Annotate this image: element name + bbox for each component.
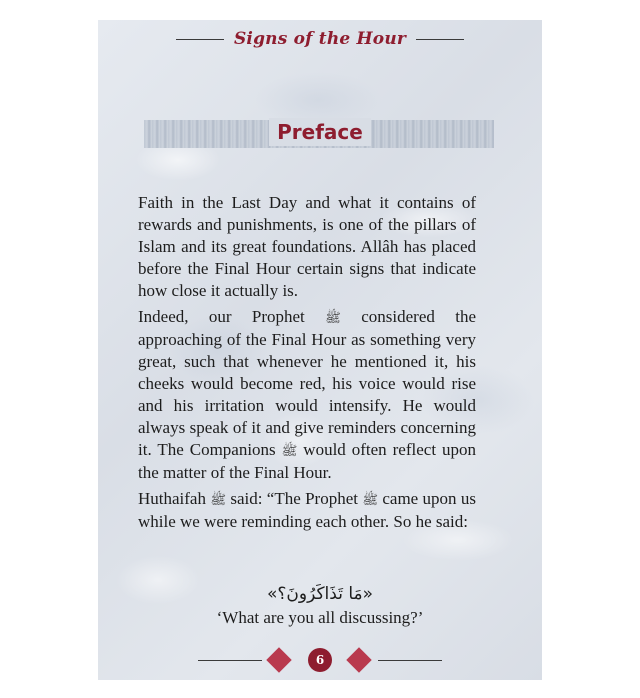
header-rule-left — [176, 39, 224, 40]
body-text — [138, 192, 476, 537]
paragraph-3-part-a: Huthaifah — [138, 489, 211, 508]
paragraph-1: Faith in the Last Day and what it contains of rewards and punishments, is one of the pillars of Islam and its great foundations. Allâh has placed before the Final Hour certain signs that indicate how close it actually is. — [138, 193, 476, 300]
footer-rule-right — [378, 660, 442, 661]
running-header — [98, 26, 542, 52]
paragraph-2-part-a: Indeed, our Prophet — [138, 307, 326, 326]
section-heading — [98, 118, 542, 146]
quote-translation: ‘What are you all discussing?’ — [216, 608, 424, 627]
paragraph-3 — [138, 488, 476, 533]
book-page — [98, 20, 542, 680]
paragraph-2 — [138, 306, 476, 484]
salutation-symbol: ﷺ — [281, 443, 298, 458]
page-number: 6 — [315, 653, 325, 667]
paragraph-3-part-b: said: “The Prophet — [226, 489, 363, 508]
running-title: Signs of the Hour — [233, 29, 407, 49]
diamond-ornament-right — [346, 647, 371, 672]
paragraph-2-part-b: considered the approaching of the Final Hour as something very great, such that whenever he mentioned it, his cheeks would become red, his voice would rise and his irritation would intensify. He would always speak of it and give reminders concerning it. The Companions — [138, 307, 476, 459]
header-rule-right — [416, 39, 464, 40]
salutation-symbol: ﷺ — [210, 492, 227, 507]
diamond-ornament-left — [266, 647, 291, 672]
paragraph-2-part-c: would often reflect upon the matter of the Final Hour. — [138, 440, 476, 482]
page-footer — [198, 650, 442, 670]
footer-rule-left — [198, 660, 262, 661]
page-number-badge — [308, 648, 332, 672]
section-heading-text: Preface — [269, 118, 371, 146]
paragraph-3-part-c: came upon us while we were reminding each other. So he said: — [138, 489, 476, 531]
arabic-quote: «مَا تَذَاكَرُونَ؟» — [266, 584, 374, 604]
salutation-symbol: ﷺ — [362, 492, 379, 507]
salutation-symbol: ﷺ — [325, 310, 341, 325]
